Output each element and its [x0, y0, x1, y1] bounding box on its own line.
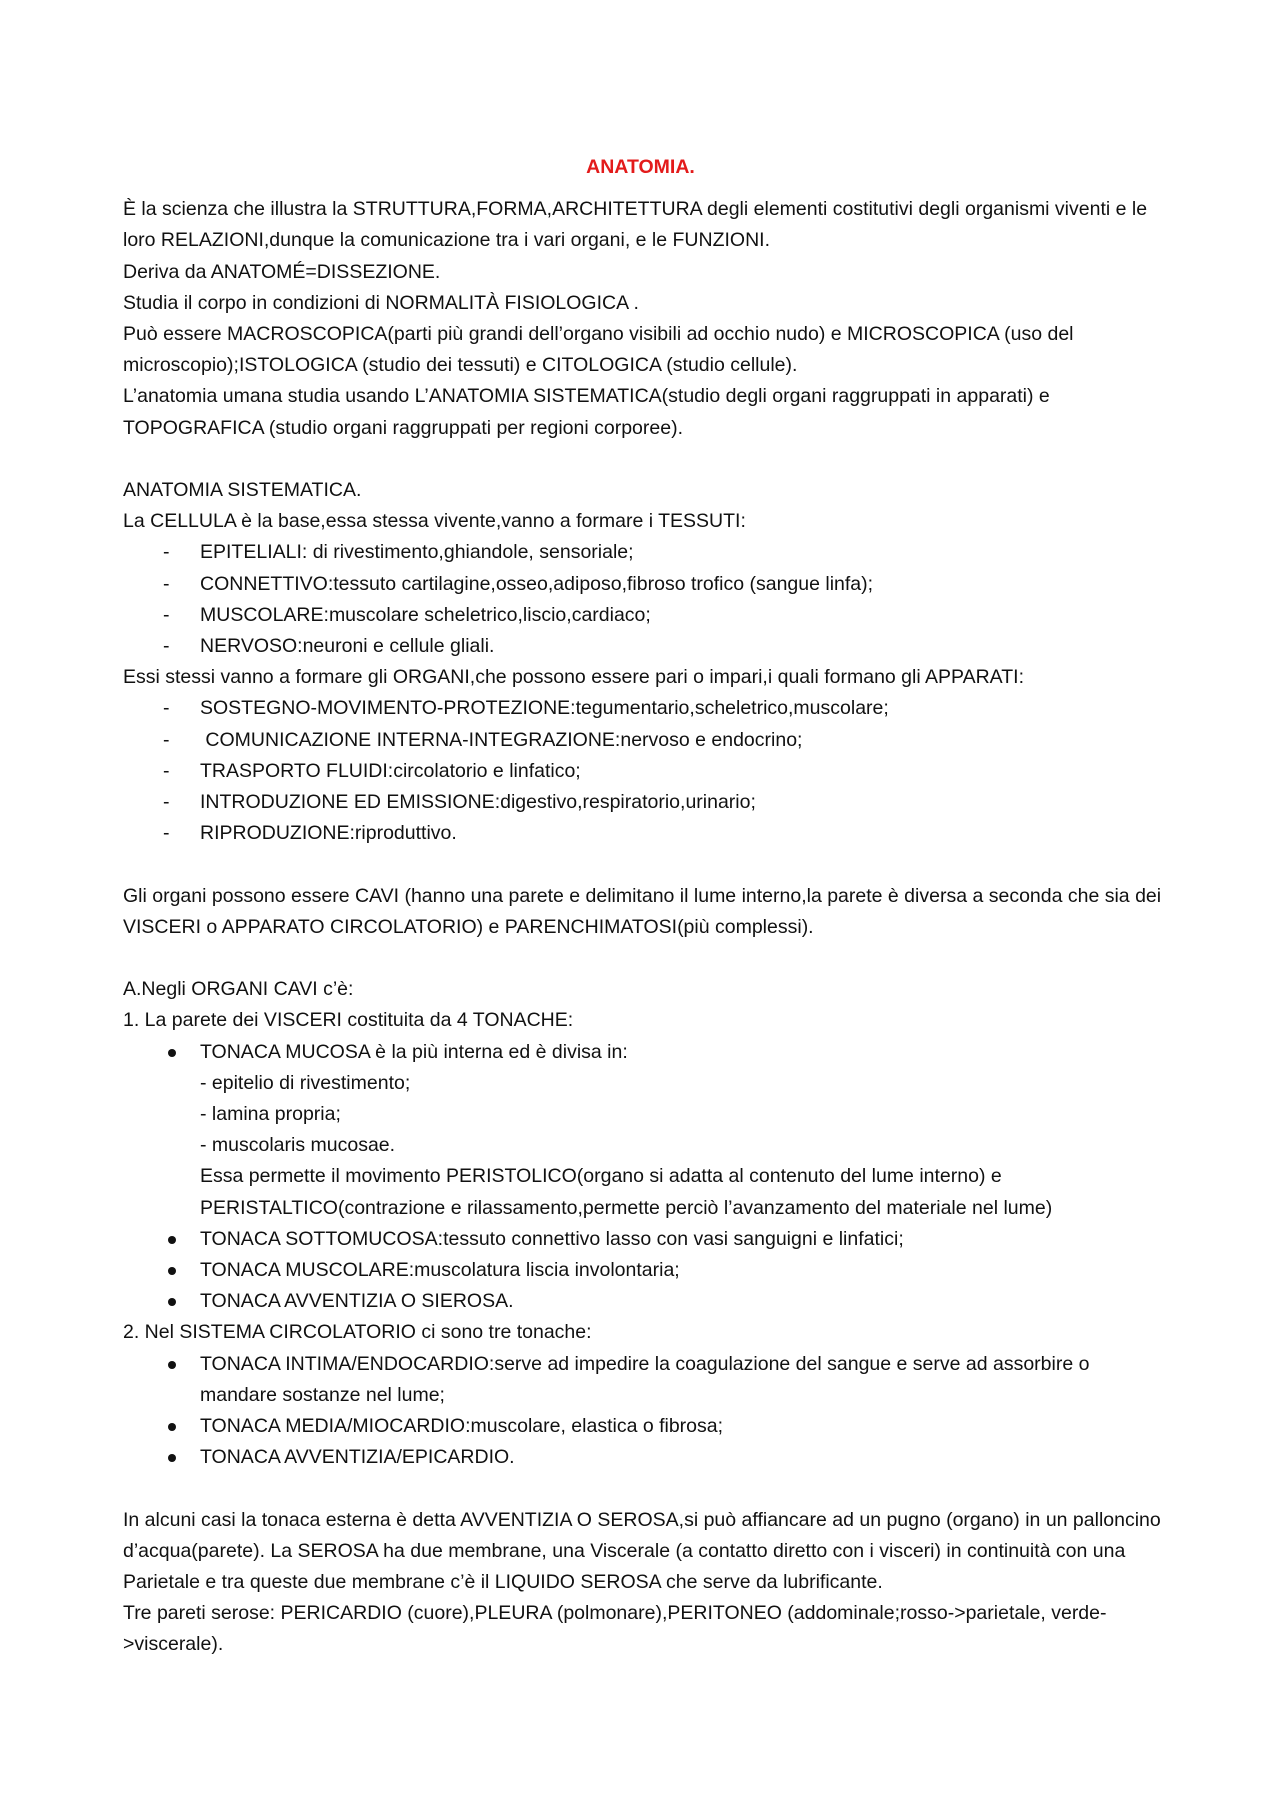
intro-normality: Studia il corpo in condizioni di NORMALITÀ FISIOLOGICA .	[123, 291, 639, 314]
tessuti-list	[123, 537, 1168, 662]
circolatorio-tonache-list	[123, 1349, 1168, 1474]
document-body	[123, 152, 1168, 1661]
list-item: TONACA AVVENTIZIA O SIEROSA.	[123, 1286, 1168, 1317]
visceri-tonache-list-continued	[123, 1224, 1168, 1318]
sub-item: - lamina propria;	[200, 1103, 341, 1126]
intro-human-anatomy: L’anatomia umana studia usando L’ANATOMIA SISTEMATICA(studio degli organi raggruppati in apparati) e TOPOGRAFICA (studio organi raggruppati per regioni corporee).	[123, 385, 1050, 439]
list-item: TONACA AVVENTIZIA/EPICARDIO.	[123, 1442, 1168, 1473]
serose-paragraph: Tre pareti serose: PERICARDIO (cuore),PLEURA (polmonare),PERITONEO (addominale;rosso->parietale, verde->viscerale).	[123, 1602, 1107, 1656]
list-item-mucosa	[123, 1037, 1168, 1068]
spacer	[123, 849, 1168, 880]
list-item: TONACA MUSCOLARE:muscolatura liscia involontaria;	[123, 1255, 1168, 1286]
list-item: - RIPRODUZIONE:riproduttivo.	[123, 818, 1168, 849]
spacer	[123, 943, 1168, 974]
list-item: TONACA MEDIA/MIOCARDIO:muscolare, elastica o fibrosa;	[123, 1411, 1168, 1442]
list-item: - EPITELIALI: di rivestimento,ghiandole, sensoriale;	[123, 537, 1168, 568]
intro-scale: Può essere MACROSCOPICA(parti più grandi dell’organo visibili ad occhio nudo) e MICROSCOPICA (uso del microscopio);ISTOLOGICA (studio dei tessuti) e CITOLOGICA (studio cellule).	[123, 323, 1074, 377]
list-item: - COMUNICAZIONE INTERNA-INTEGRAZIONE:nervoso e endocrino;	[123, 725, 1168, 756]
list-item: TONACA SOTTOMUCOSA:tessuto connettivo lasso con vasi sanguigni e linfatici;	[123, 1224, 1168, 1255]
cellula-paragraph: La CELLULA è la base,essa stessa vivente,vanno a formare i TESSUTI:	[123, 510, 746, 533]
list-item: TONACA INTIMA/ENDOCARDIO:serve ad impedire la coagulazione del sangue e serve ad assorbire o mandare sostanze nel lume;	[123, 1349, 1168, 1411]
organi-cavi-paragraph: Gli organi possono essere CAVI (hanno una parete e delimitano il lume interno,la parete è diversa a seconda che sia dei VISCERI o APPARATO CIRCOLATORIO) e PARENCHIMATOSI(più complessi).	[123, 884, 1162, 938]
intro-etymology: Deriva da ANATOMÉ=DISSEZIONE.	[123, 260, 441, 283]
page-title: ANATOMIA.	[586, 156, 695, 178]
list-item: - SOSTEGNO-MOVIMENTO-PROTEZIONE:tegumentario,scheletrico,muscolare;	[123, 693, 1168, 724]
list-item: - INTRODUZIONE ED EMISSIONE:digestivo,respiratorio,urinario;	[123, 787, 1168, 818]
spacer	[123, 444, 1168, 475]
spacer	[123, 1473, 1168, 1504]
list-item: - MUSCOLARE:muscolare scheletrico,liscio,cardiaco;	[123, 600, 1168, 631]
organi-apparati-paragraph: Essi stessi vanno a formare gli ORGANI,che possono essere pari o impari,i quali formano gli APPARATI:	[123, 666, 1024, 689]
organi-cavi-heading: A.Negli ORGANI CAVI c’è:	[123, 978, 354, 1001]
mucosa-label: TONACA MUCOSA è la più interna ed è divisa in:	[200, 1040, 628, 1063]
section-heading-sistematica: ANATOMIA SISTEMATICA.	[123, 479, 362, 502]
sub-item: - epitelio di rivestimento;	[200, 1071, 411, 1094]
list-item: - CONNETTIVO:tessuto cartilagine,osseo,adiposo,fibroso trofico (sangue linfa);	[123, 569, 1168, 600]
visceri-heading: 1. La parete dei VISCERI costituita da 4 TONACHE:	[123, 1009, 574, 1032]
list-item: - NERVOSO:neuroni e cellule gliali.	[123, 631, 1168, 662]
mucosa-note: Essa permette il movimento PERISTOLICO(organo si adatta al contenuto del lume interno) e PERISTALTICO(contrazione e rilassamento,permette perciò l’avanzamento del materiale nel lume)	[200, 1165, 1053, 1219]
sub-item: - muscolaris mucosae.	[200, 1134, 396, 1157]
circolatorio-heading: 2. Nel SISTEMA CIRCOLATORIO ci sono tre tonache:	[123, 1321, 592, 1344]
intro-definition: È la scienza che illustra la STRUTTURA,FORMA,ARCHITETTURA degli elementi costitutivi degli organismi viventi e le loro RELAZIONI,dunque la comunicazione tra i vari organi, e le FUNZIONI.	[123, 198, 1148, 252]
list-item: - TRASPORTO FLUIDI:circolatorio e linfatico;	[123, 756, 1168, 787]
mucosa-sublist	[123, 1068, 1168, 1224]
apparati-list	[123, 693, 1168, 849]
serosa-paragraph: In alcuni casi la tonaca esterna è detta AVVENTIZIA O SEROSA,si può affiancare ad un pugno (organo) in un palloncino d’acqua(parete). La SEROSA ha due membrane, una Viscerale (a contatto diretto con i visceri) in continuità con una Parietale e tra queste due membrane c’è il LIQUIDO SEROSA che serve da lubrificante.	[123, 1508, 1161, 1594]
visceri-tonache-list	[123, 1037, 1168, 1068]
